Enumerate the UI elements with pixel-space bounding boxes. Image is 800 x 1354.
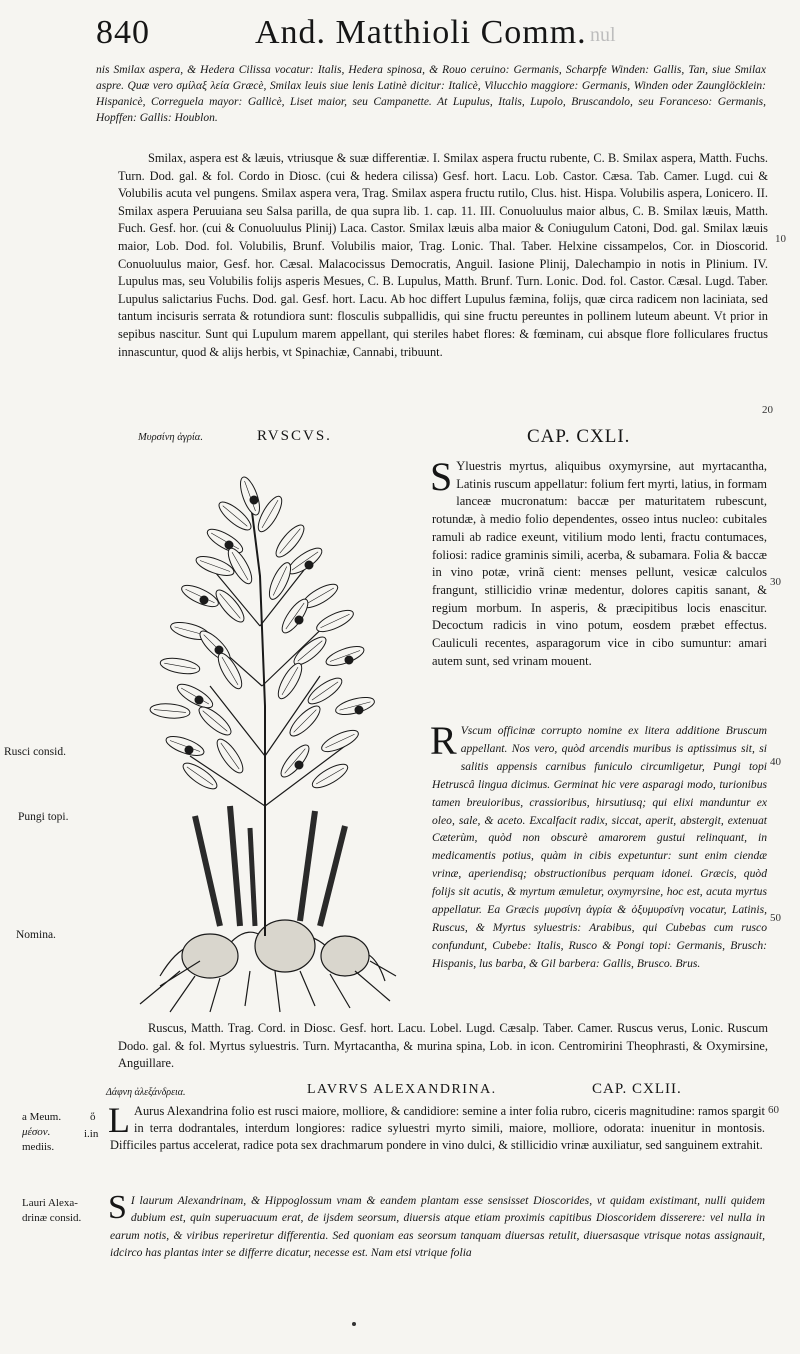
ruscus-berry (185, 746, 193, 754)
margin-note-pungi-topi: Pungi topi. (18, 811, 69, 823)
ruscus-commentary (430, 718, 767, 973)
margin-note-lauri-alexa (22, 1196, 81, 1226)
ruscus-description-text: Yluestris myrtus, aliquibus oxymyrsine, aut myrtacantha, Latinis ruscum appellatur: folium fert myrti, latius, in formam lanceæ mucronatum: baccæ per maturitatem rubescunt, rotundæ, à medio folio dependentes, osseo intus nucleo: cubitales ramuli ab radice exeunt, vitilium modo lenti, fractu contumaces, foliosi: radice graminis simili, acerba, & subamara. Folia & baccæ in vino potæ, vrinã cient: menses pellunt, vesicæ calculos frangunt, stillicidio vrinæ medentur, dolores capitis sanant, & regium morbum. In asperis, & præcipitibus locis enascitur. Decoctum radicis in vino potum, eosdem præbet effectus. Cauliculi recentes, asparagorum vice in cibo sumuntur: amari autem sunt, sed vrinam mouent. (432, 459, 767, 668)
ruscus-greek-name: Μυρσίνη ἀγρία. (138, 432, 203, 443)
chapter-142-heading: CAP. CXLII. (592, 1081, 682, 1097)
ruscus-commentary-text: Vscum officinæ corrupto nomine ex litera additione Bruscum appellant. Nos vero, quòd arcendis muribus is aptissimus sit, si salitis appensis carnibus funiculo circumligetur, Pungi topi Hetruscâ lingua dicimus. Germinat hic vere asparagi modo, turionibus tamen breuioribus, crassioribus, hirsutiusq; qui elixi manduntur ex oleo, sale, & aceto. Excalfacit radix, siccat, aperit, abstergit, extenuat Cæterùm, quòd non obscurè amarorem gustui relinquant, in medicamentis potius, quàm in cibis expetuntur: sunt enim ciendæ vrinæ, aperiendisq; obstructionibus perquam idonei. Græcis, quòd folijs sit acutis, & myrtum æmuletur, oxymyrsine, hoc est, acuta myrtus appellatur. Ea Græcis μυρσίνη ἀγρία & ὀξυμυρσίνη vocatur, Latinis, Ruscus, & Myrtus syluestris: Arabibus, qui Cubebas cum rusco confundunt, Cubebe: Italis, Rusco & Pongi topi: Germanis, Brusch: Hispanis, lus barba, & Gil barbera: Gallis, Brusco. Brus. (432, 724, 767, 970)
chapter-141-heading: CAP. CXLI. (527, 426, 631, 447)
line-number-20: 20 (762, 404, 773, 416)
ruscus-heading: RVSCVS. (257, 428, 332, 444)
ruscus-berry (195, 696, 203, 704)
margin-note-meum-side-a: ὅ (90, 1111, 96, 1123)
laurus-description-text: Aurus Alexandrina folio est rusci maiore, molliore, & candidiore: semine a inter folia rubro, ciceris magnitudine: ramos spargit in terra dodrantales, interdum longiores: radice syluestri myrto simili, maiore, molliore, odorata: inuenitur in montosis. Difficiles partus accelerat, radice pota sex drachmarum pondere in vino dulci, & stillicidio vrinæ auxiliatur, sed sanguinem extrahit. (110, 1104, 765, 1153)
dropcap-l: L (108, 1100, 130, 1140)
page-bottom-mark (352, 1322, 356, 1326)
dropcap-s2: S (108, 1189, 127, 1226)
bleed-through-text: nul (590, 24, 616, 46)
margin-meum-line2: μέσον. (22, 1126, 51, 1138)
margin-lauri-line1: Lauri Alexa- (22, 1197, 78, 1209)
ruscus-berry (250, 496, 258, 504)
margin-note-rusci-consid: Rusci consid. (4, 746, 66, 758)
ruscus-berry (295, 616, 303, 624)
line-number-60: 60 (768, 1104, 779, 1116)
ruscus-berry (345, 656, 353, 664)
margin-note-nomina: Nomina. (16, 929, 56, 941)
margin-meum-line3: mediis. (22, 1141, 55, 1153)
ruscus-berry (200, 596, 208, 604)
margin-note-meum (22, 1110, 61, 1155)
ruscus-berry (295, 761, 303, 769)
ruscus-berry (305, 561, 313, 569)
laurus-commentary-text: I laurum Alexandrinam, & Hippoglossum vnam & eandem plantam esse sensisset Dioscorides, vt quidam existimant, nulli quidem dubium est, quin superuacuum erat, de ijsdem seorsum, diuersis atque etiam proximis capitibus Dioscoridem disserere: vel nulla in earum notis, & viribus reperiretur differentia. Sed quoniam eas seorsum tanquam diuersas retulit, diuersasque vtrisque notas assignauit, idcirco has plantas inter se differre dicatur, necesse est. Nam etsi vtrique folia (110, 1194, 765, 1260)
laurus-greek-name: Δάφνη ἀλεξάνδρεια. (106, 1087, 186, 1098)
line-number-30: 30 (770, 576, 781, 588)
dropcap-r: R (430, 718, 457, 763)
ruscus-plant-woodcut-icon (100, 456, 400, 1016)
smilax-synonyms-paragraph: Smilax, aspera est & læuis, vtriusque & suæ differentiæ. I. Smilax aspera fructu rubente, C. B. Smilax aspera, Matth. Fuchs. Turn. Dod. gal. & fol. Cordo in Diosc. (cui & hedera cilissa) Gesf. hort. Lacu. Lob. Castor. Cæsa. Tab. Camer. Lugd. cui & Volubilis acuta vel pungens. Smilax aspera vera, Trag. Smilax aspera fructu rutilo, Clus. hist. Hispa. Volubilis aspera, Lonicero. II. Smilax aspera Peruuiana seu Salsa parilla, de qua supra lib. 1. cap. 11. III. Conuoluulus maior albus, C. B. Smilax læuis, Matth. Fuch. Gesf. hor. (cui & Conuoluulus Plinij) Laca. Castor. Smilax læuis alba maior & Coniugulum Catoni, Dod. gal. Smilax læuis maior, Lob. Dod. fol. Volubilis, Brunf. Volubilis maior, Trag. Lonic. Thal. Taber. Helxine cissampelos, Cor. in Dioscorid. Conuoluulus maior, Gesf. hor. Cæsal. Malacocissus Democratis, Anguil. Iasione Plinij, Dalechampio in notis in Plinium. IV. Lupulus mas, seu Volubilis folijs asperis Mesues, C. B. Lupulus, Matth. Brunf. Turn. Lonic. Dod. fol. Castor. Cæsal. Lugd. Taber. Lupulus salictarius Fuchs. Dod. gal. Gesf. hort. Lacu. Ab hoc differt Lupulus fæmina, folijs, quæ circa radicem non laciniata, sed tantum incisuris serrata & rotundiora sunt: flosculis subpallidis, qui sine fructu pereuntes in pollinem luteum abeunt. Vt prior in sepibus nascitur. Sunt qui Lupulum marem appellant, qui steriles habet flores: & fœminam, cui absque flore folliculares fructus innascuntur, quod & alijs herbis, vt Spinachiæ, Cannabi, tribuunt. (118, 151, 768, 359)
line-number-40: 40 (770, 756, 781, 768)
running-title: And. Matthioli Comm. (255, 14, 587, 51)
ruscus-berry (355, 706, 363, 714)
line-number-10: 10 (775, 233, 786, 245)
page-number: 840 (96, 14, 150, 51)
nomina-continuation: nis Smilax aspera, & Hedera Cilissa vocatur: Italis, Hedera spinosa, & Rouo ceruino: Germanis, Scharpfe Winden: Gallis, Tan, siue Smilax aspre. Quæ vero σμίλαξ λεία Græcè, Smilax leuis siue lenis Latinè dicitur: Italicè, Vilucchio maggiore: Germanis, Winden oder Zaunglöcklein: Hispanicè, Correguela mayor: Gallicè, Liset maior, seu Campanette. At Lupulus, Italis, Lupolo, Bruscandolo, seu Foranceso: Germanis, Hopffen: Gallis: Houblon. (96, 64, 766, 124)
margin-note-meum-side-b: i.in (84, 1128, 99, 1140)
line-number-50: 50 (770, 912, 781, 924)
ruscus-berry (215, 646, 223, 654)
laurus-description (108, 1100, 765, 1155)
dropcap-s: S (430, 454, 453, 499)
ruscus-description (430, 454, 767, 670)
margin-lauri-line2: drinæ consid. (22, 1212, 82, 1224)
ruscus-synonyms: Ruscus, Matth. Trag. Cord. in Diosc. Gesf. hort. Lacu. Lobel. Lugd. Cæsalp. Taber. Camer. Ruscus verus, Lonic. Ruscum Dodo. gal. & fol. Myrtus syluestris. Turn. Myrtacantha, & murina spina, Lob. in icon. Centromirini Theophrasti, & Oxymirsine, Anguillare. (118, 1021, 768, 1071)
margin-meum-line1: a Meum. (22, 1111, 62, 1123)
laurus-heading: LAVRVS ALEXANDRINA. (307, 1082, 497, 1097)
laurus-commentary (108, 1189, 765, 1262)
ruscus-berry (225, 541, 233, 549)
